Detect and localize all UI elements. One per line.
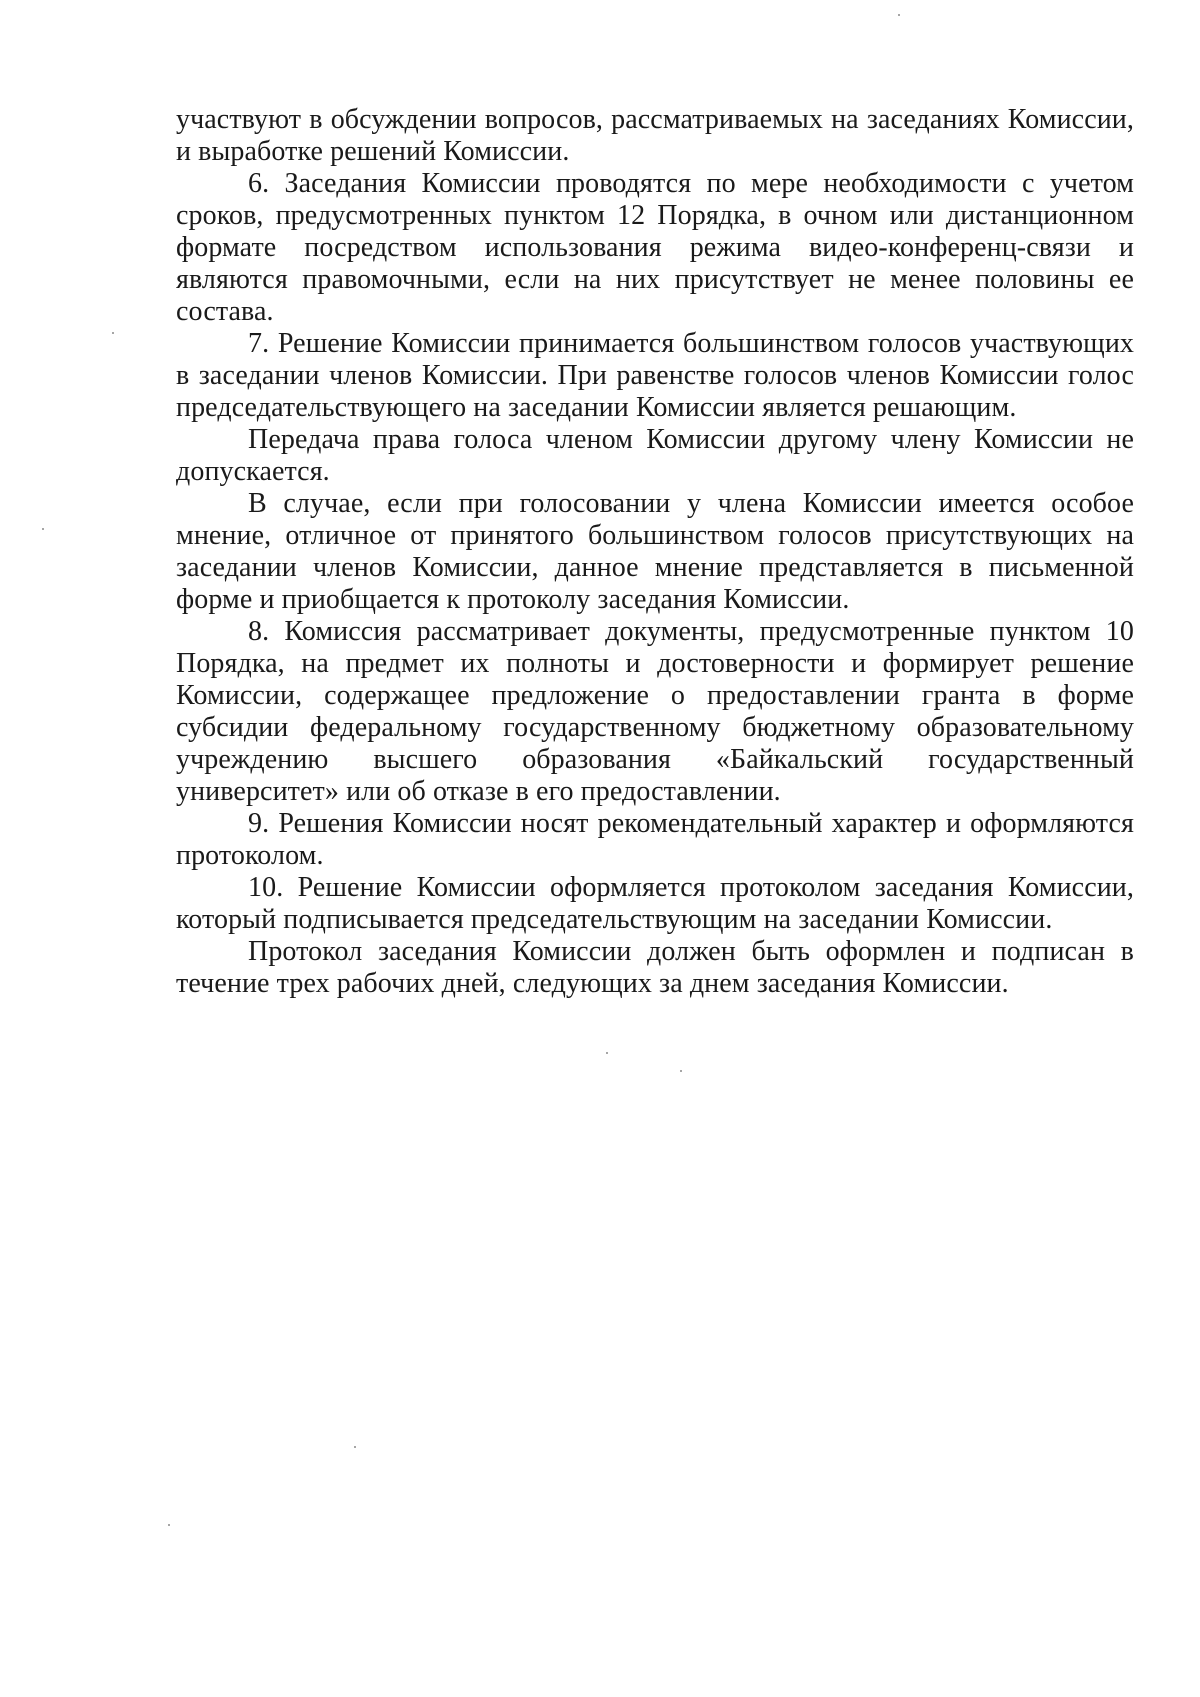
paragraph-protocol-deadline: Протокол заседания Комиссии должен быть оформлен и подписан в течение трех рабочих дней, следующих за днем заседания Комиссии. <box>176 936 1134 999</box>
scan-speck <box>898 14 900 16</box>
paragraph-item-9: 9. Решения Комиссии носят рекомендательный характер и оформляются протоколом. <box>176 808 1134 871</box>
scan-speck <box>606 1052 608 1054</box>
scan-speck <box>680 1070 682 1072</box>
paragraph-item-7: 7. Решение Комиссии принимается большинством голосов участвующих в заседании членов Комиссии. При равенстве голосов членов Комиссии голос председательствующего на заседании Комиссии является решающим. <box>176 328 1134 423</box>
paragraph-item-10: 10. Решение Комиссии оформляется протоколом заседания Комиссии, который подписывается председательствующим на заседании Комиссии. <box>176 872 1134 935</box>
paragraph-item-8: 8. Комиссия рассматривает документы, предусмотренные пунктом 10 Порядка, на предмет их полноты и достоверности и формирует решение Комиссии, содержащее предложение о предоставлении гранта в форме субсидии федеральному государственному бюджетному образовательному учреждению высшего образования «Байкальский государственный университет» или об отказе в его предоставлении. <box>176 616 1134 807</box>
scan-speck <box>354 1446 356 1448</box>
paragraph-item-6: 6. Заседания Комиссии проводятся по мере необходимости с учетом сроков, предусмотренных пунктом 12 Порядка, в очном или дистанционном формате посредством использования режима видео-конференц-связи и являются правомочными, если на них присутствует не менее половины ее состава. <box>176 168 1134 327</box>
document-body <box>176 104 1134 1000</box>
paragraph-special-opinion: В случае, если при голосовании у члена Комиссии имеется особое мнение, отличное от принятого большинством голосов присутствующих на заседании членов Комиссии, данное мнение представляется в письменной форме и приобщается к протоколу заседания Комиссии. <box>176 488 1134 615</box>
scan-speck <box>42 528 44 530</box>
scan-speck <box>168 1524 170 1526</box>
paragraph-vote-transfer: Передача права голоса членом Комиссии другому члену Комиссии не допускается. <box>176 424 1134 487</box>
paragraph-continuation: участвуют в обсуждении вопросов, рассматриваемых на заседаниях Комиссии, и выработке решений Комиссии. <box>176 104 1134 167</box>
scan-speck <box>112 332 114 334</box>
